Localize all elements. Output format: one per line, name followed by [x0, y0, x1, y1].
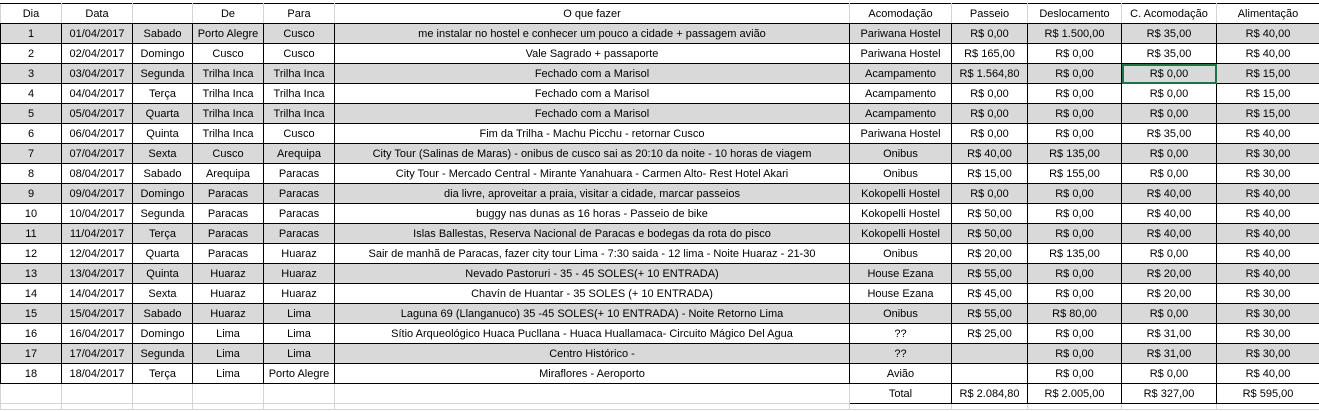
- cell-c-acomodacao[interactable]: R$ 35,00: [1122, 124, 1217, 144]
- cell-weekday[interactable]: Segunda: [133, 64, 193, 84]
- cell-dia[interactable]: 4: [1, 84, 62, 104]
- cell-fazer[interactable]: buggy nas dunas as 16 horas - Passeio de bike: [335, 204, 850, 224]
- cell-data[interactable]: 07/04/2017: [62, 144, 133, 164]
- table-row: [1, 324, 1319, 344]
- cell-dia[interactable]: 13: [1, 264, 62, 284]
- cell-weekday[interactable]: Quarta: [133, 244, 193, 264]
- cell-weekday[interactable]: Terça: [133, 364, 193, 384]
- cell-c-acomodacao[interactable]: R$ 0,00: [1122, 304, 1217, 324]
- cell-data[interactable]: 06/04/2017: [62, 124, 133, 144]
- cell-acomodacao[interactable]: Onibus: [850, 164, 952, 184]
- cell-data[interactable]: 01/04/2017: [62, 24, 133, 44]
- empty-cell[interactable]: [1, 384, 62, 404]
- cell-alimentacao[interactable]: R$ 40,00: [1217, 24, 1319, 44]
- cell-alimentacao[interactable]: R$ 40,00: [1217, 124, 1319, 144]
- cell-alimentacao[interactable]: R$ 40,00: [1217, 184, 1319, 204]
- cell-deslocamento[interactable]: R$ 135,00: [1028, 144, 1122, 164]
- cell-passeio[interactable]: R$ 50,00: [952, 224, 1028, 244]
- cell-passeio[interactable]: R$ 0,00: [952, 104, 1028, 124]
- cell-acomodacao[interactable]: Acampamento: [850, 64, 952, 84]
- cell-passeio[interactable]: R$ 0,00: [952, 184, 1028, 204]
- empty-cell[interactable]: [133, 404, 193, 410]
- cell-fazer[interactable]: dia livre, aproveitar a praia, visitar a cidade, marcar passeios: [335, 184, 850, 204]
- table-row: [1, 304, 1319, 324]
- cell-passeio[interactable]: R$ 40,00: [952, 144, 1028, 164]
- cell-para[interactable]: Cusco: [264, 24, 335, 44]
- total-alimentacao[interactable]: R$ 595,00: [1217, 384, 1319, 404]
- cell-fazer[interactable]: Nevado Pastoruri - 35 - 45 SOLES(+ 10 ENTRADA): [335, 264, 850, 284]
- empty-cell[interactable]: [62, 404, 133, 410]
- cell-fazer[interactable]: Sítio Arqueológico Huaca Pucllana - Huaca Huallamaca- Circuito Mágico Del Agua: [335, 324, 850, 344]
- cell-fazer[interactable]: Centro Histórico -: [335, 344, 850, 364]
- cell-deslocamento[interactable]: R$ 0,00: [1028, 224, 1122, 244]
- cell-weekday[interactable]: Quinta: [133, 124, 193, 144]
- cell-alimentacao[interactable]: R$ 30,00: [1217, 324, 1319, 344]
- cell-c-acomodacao[interactable]: R$ 20,00: [1122, 284, 1217, 304]
- cell-data[interactable]: 16/04/2017: [62, 324, 133, 344]
- cell-data[interactable]: 03/04/2017: [62, 64, 133, 84]
- table-row: [1, 64, 1319, 84]
- cell-data[interactable]: 09/04/2017: [62, 184, 133, 204]
- cell-weekday[interactable]: Terça: [133, 224, 193, 244]
- table-row: [1, 244, 1319, 264]
- cell-de[interactable]: Paracas: [193, 224, 264, 244]
- header-c-acomodacao[interactable]: C. Acomodação: [1122, 4, 1217, 24]
- cell-weekday[interactable]: Domingo: [133, 44, 193, 64]
- cell-para[interactable]: Trilha Inca: [264, 64, 335, 84]
- cell-alimentacao[interactable]: R$ 40,00: [1217, 244, 1319, 264]
- cell-para[interactable]: Trilha Inca: [264, 104, 335, 124]
- table-row: [1, 164, 1319, 184]
- cell-dia[interactable]: 7: [1, 144, 62, 164]
- cell-passeio[interactable]: R$ 15,00: [952, 164, 1028, 184]
- cell-alimentacao[interactable]: R$ 15,00: [1217, 84, 1319, 104]
- cell-acomodacao[interactable]: ??: [850, 344, 952, 364]
- cell-weekday[interactable]: Quarta: [133, 104, 193, 124]
- cell-de[interactable]: Huaraz: [193, 304, 264, 324]
- cell-acomodacao[interactable]: Onibus: [850, 144, 952, 164]
- cell-passeio[interactable]: R$ 0,00: [952, 84, 1028, 104]
- table-row: [1, 184, 1319, 204]
- table-row: [1, 204, 1319, 224]
- cell-de[interactable]: Paracas: [193, 204, 264, 224]
- cell-para[interactable]: Paracas: [264, 204, 335, 224]
- cell-c-acomodacao[interactable]: R$ 0,00: [1122, 84, 1217, 104]
- cell-alimentacao[interactable]: R$ 30,00: [1217, 344, 1319, 364]
- cell-dia[interactable]: 11: [1, 224, 62, 244]
- empty-cell[interactable]: [335, 404, 850, 410]
- cell-de[interactable]: Lima: [193, 324, 264, 344]
- table-row: [1, 344, 1319, 364]
- cell-deslocamento[interactable]: R$ 0,00: [1028, 204, 1122, 224]
- cell-para[interactable]: Porto Alegre: [264, 364, 335, 384]
- cell-data[interactable]: 05/04/2017: [62, 104, 133, 124]
- cell-c-acomodacao[interactable]: R$ 20,00: [1122, 264, 1217, 284]
- cell-para[interactable]: Paracas: [264, 164, 335, 184]
- empty-cell[interactable]: [62, 384, 133, 404]
- cell-fazer[interactable]: Fechado com a Marisol: [335, 84, 850, 104]
- itinerary-table: [0, 3, 1319, 410]
- cell-acomodacao[interactable]: Acampamento: [850, 104, 952, 124]
- cell-passeio[interactable]: R$ 45,00: [952, 284, 1028, 304]
- cell-alimentacao[interactable]: R$ 30,00: [1217, 304, 1319, 324]
- cell-para[interactable]: Lima: [264, 304, 335, 324]
- cell-acomodacao[interactable]: Pariwana Hostel: [850, 44, 952, 64]
- cell-dia[interactable]: 17: [1, 344, 62, 364]
- cell-deslocamento[interactable]: R$ 0,00: [1028, 344, 1122, 364]
- cell-para[interactable]: Huaraz: [264, 244, 335, 264]
- cell-fazer[interactable]: Miraflores - Aeroporto: [335, 364, 850, 384]
- cell-data[interactable]: 10/04/2017: [62, 204, 133, 224]
- cell-para[interactable]: Paracas: [264, 184, 335, 204]
- cell-weekday[interactable]: Sexta: [133, 284, 193, 304]
- empty-cell[interactable]: [1028, 404, 1122, 410]
- cell-de[interactable]: Cusco: [193, 144, 264, 164]
- cell-deslocamento[interactable]: R$ 0,00: [1028, 44, 1122, 64]
- totals-row: [1, 384, 1319, 404]
- header-row: [1, 4, 1319, 24]
- cell-acomodacao[interactable]: Avião: [850, 364, 952, 384]
- cell-deslocamento[interactable]: R$ 0,00: [1028, 364, 1122, 384]
- cell-para[interactable]: Lima: [264, 324, 335, 344]
- cell-para[interactable]: Cusco: [264, 44, 335, 64]
- table-row: [1, 44, 1319, 64]
- header-passeio[interactable]: Passeio: [952, 4, 1028, 24]
- cell-acomodacao[interactable]: Pariwana Hostel: [850, 124, 952, 144]
- cell-dia[interactable]: 15: [1, 304, 62, 324]
- cell-dia[interactable]: 18: [1, 364, 62, 384]
- cell-c-acomodacao[interactable]: R$ 0,00: [1122, 244, 1217, 264]
- cell-deslocamento[interactable]: R$ 0,00: [1028, 84, 1122, 104]
- empty-cell[interactable]: [850, 404, 952, 410]
- cell-dia[interactable]: 10: [1, 204, 62, 224]
- header-acomodacao[interactable]: Acomodação: [850, 4, 952, 24]
- cell-de[interactable]: Paracas: [193, 184, 264, 204]
- cell-c-acomodacao[interactable]: R$ 40,00: [1122, 204, 1217, 224]
- cell-deslocamento[interactable]: R$ 0,00: [1028, 324, 1122, 344]
- empty-cell[interactable]: [1, 404, 62, 410]
- table-row: [1, 144, 1319, 164]
- cell-data[interactable]: 18/04/2017: [62, 364, 133, 384]
- empty-cell[interactable]: [264, 404, 335, 410]
- header-deslocamento[interactable]: Deslocamento: [1028, 4, 1122, 24]
- cell-dia[interactable]: 1: [1, 24, 62, 44]
- cell-dia[interactable]: 8: [1, 164, 62, 184]
- cell-passeio[interactable]: R$ 165,00: [952, 44, 1028, 64]
- cell-fazer[interactable]: Chavín de Huantar - 35 SOLES (+ 10 ENTRADA): [335, 284, 850, 304]
- cell-acomodacao[interactable]: ??: [850, 324, 952, 344]
- cell-para[interactable]: Cusco: [264, 124, 335, 144]
- cell-weekday[interactable]: Sabado: [133, 24, 193, 44]
- cell-data[interactable]: 12/04/2017: [62, 244, 133, 264]
- cell-de[interactable]: Porto Alegre: [193, 24, 264, 44]
- cell-passeio[interactable]: R$ 55,00: [952, 264, 1028, 284]
- header-dia[interactable]: Dia: [1, 4, 62, 24]
- cell-alimentacao[interactable]: R$ 15,00: [1217, 104, 1319, 124]
- table-row: [1, 124, 1319, 144]
- cell-deslocamento[interactable]: R$ 135,00: [1028, 244, 1122, 264]
- cell-de[interactable]: Trilha Inca: [193, 124, 264, 144]
- cell-dia[interactable]: 2: [1, 44, 62, 64]
- cell-dia[interactable]: 16: [1, 324, 62, 344]
- cell-de[interactable]: Huaraz: [193, 264, 264, 284]
- cell-deslocamento[interactable]: R$ 0,00: [1028, 124, 1122, 144]
- cell-alimentacao[interactable]: R$ 40,00: [1217, 264, 1319, 284]
- cell-acomodacao[interactable]: Pariwana Hostel: [850, 24, 952, 44]
- table-row: [1, 224, 1319, 244]
- empty-cell[interactable]: [1122, 404, 1217, 410]
- cell-data[interactable]: 08/04/2017: [62, 164, 133, 184]
- cell-passeio[interactable]: R$ 0,00: [952, 124, 1028, 144]
- cell-fazer[interactable]: Fechado com a Marisol: [335, 104, 850, 124]
- empty-cell[interactable]: [193, 404, 264, 410]
- cell-data[interactable]: 17/04/2017: [62, 344, 133, 364]
- cell-para[interactable]: Trilha Inca: [264, 84, 335, 104]
- cell-c-acomodacao[interactable]: R$ 0,00: [1122, 104, 1217, 124]
- table-row: [1, 104, 1319, 124]
- cell-fazer[interactable]: Sair de manhã de Paracas, fazer city tour Lima - 7:30 saida - 12 lima - Noite Huaraz - 21-30: [335, 244, 850, 264]
- cell-data[interactable]: 14/04/2017: [62, 284, 133, 304]
- cell-weekday[interactable]: Quinta: [133, 264, 193, 284]
- cell-passeio[interactable]: [952, 344, 1028, 364]
- cell-alimentacao[interactable]: R$ 30,00: [1217, 144, 1319, 164]
- cell-deslocamento[interactable]: R$ 1.500,00: [1028, 24, 1122, 44]
- cell-para[interactable]: Lima: [264, 344, 335, 364]
- cell-dia[interactable]: 9: [1, 184, 62, 204]
- cell-para[interactable]: Huaraz: [264, 284, 335, 304]
- cell-weekday[interactable]: Terça: [133, 84, 193, 104]
- cell-deslocamento[interactable]: R$ 0,00: [1028, 64, 1122, 84]
- cell-data[interactable]: 11/04/2017: [62, 224, 133, 244]
- cell-passeio[interactable]: R$ 55,00: [952, 304, 1028, 324]
- cell-acomodacao[interactable]: Acampamento: [850, 84, 952, 104]
- cell-c-acomodacao[interactable]: R$ 40,00: [1122, 224, 1217, 244]
- cell-de[interactable]: Trilha Inca: [193, 64, 264, 84]
- cell-passeio[interactable]: R$ 20,00: [952, 244, 1028, 264]
- header-data[interactable]: Data: [62, 4, 133, 24]
- cell-deslocamento[interactable]: R$ 80,00: [1028, 304, 1122, 324]
- header-de[interactable]: De: [193, 4, 264, 24]
- cell-dia[interactable]: 14: [1, 284, 62, 304]
- cell-fazer[interactable]: City Tour - Mercado Central - Mirante Yanahuara - Carmen Alto- Rest Hotel Akari: [335, 164, 850, 184]
- cell-c-acomodacao[interactable]: R$ 0,00: [1122, 144, 1217, 164]
- cell-weekday[interactable]: Domingo: [133, 184, 193, 204]
- cell-de[interactable]: Cusco: [193, 44, 264, 64]
- cell-dia[interactable]: 3: [1, 64, 62, 84]
- cell-alimentacao[interactable]: R$ 40,00: [1217, 224, 1319, 244]
- table-row: [1, 264, 1319, 284]
- cell-de[interactable]: Trilha Inca: [193, 104, 264, 124]
- cell-de[interactable]: Lima: [193, 364, 264, 384]
- cell-fazer[interactable]: Islas Ballestas, Reserva Nacional de Paracas e bodegas da rota do pisco: [335, 224, 850, 244]
- cell-c-acomodacao[interactable]: R$ 0,00: [1122, 64, 1217, 84]
- cell-weekday[interactable]: Domingo: [133, 324, 193, 344]
- cell-data[interactable]: 02/04/2017: [62, 44, 133, 64]
- cell-passeio[interactable]: R$ 0,00: [952, 24, 1028, 44]
- cell-alimentacao[interactable]: R$ 40,00: [1217, 364, 1319, 384]
- cell-acomodacao[interactable]: House Ezana: [850, 264, 952, 284]
- cell-acomodacao[interactable]: Kokopelli Hostel: [850, 224, 952, 244]
- cell-acomodacao[interactable]: Onibus: [850, 304, 952, 324]
- cell-fazer[interactable]: me instalar no hostel e conhecer um pouco a cidade + passagem avião: [335, 24, 850, 44]
- cell-c-acomodacao[interactable]: R$ 31,00: [1122, 324, 1217, 344]
- cell-passeio[interactable]: R$ 50,00: [952, 204, 1028, 224]
- cell-passeio[interactable]: R$ 1.564,80: [952, 64, 1028, 84]
- cell-fazer[interactable]: City Tour (Salinas de Maras) - onibus de cusco sai as 20:10 da noite - 10 horas de viagem: [335, 144, 850, 164]
- table-row: [1, 24, 1319, 44]
- cell-weekday[interactable]: Sexta: [133, 144, 193, 164]
- cell-c-acomodacao[interactable]: R$ 0,00: [1122, 164, 1217, 184]
- cell-acomodacao[interactable]: Kokopelli Hostel: [850, 184, 952, 204]
- cell-de[interactable]: Huaraz: [193, 284, 264, 304]
- cell-para[interactable]: Arequipa: [264, 144, 335, 164]
- cell-data[interactable]: 13/04/2017: [62, 264, 133, 284]
- cell-de[interactable]: Arequipa: [193, 164, 264, 184]
- cell-alimentacao[interactable]: R$ 30,00: [1217, 164, 1319, 184]
- cell-de[interactable]: Lima: [193, 344, 264, 364]
- cell-para[interactable]: Paracas: [264, 224, 335, 244]
- cell-deslocamento[interactable]: R$ 0,00: [1028, 284, 1122, 304]
- table-body: [1, 4, 1319, 410]
- cell-weekday[interactable]: Segunda: [133, 344, 193, 364]
- cell-weekday[interactable]: Segunda: [133, 204, 193, 224]
- empty-cell[interactable]: [335, 384, 850, 404]
- cell-dia[interactable]: 6: [1, 124, 62, 144]
- empty-cell[interactable]: [133, 384, 193, 404]
- cell-weekday[interactable]: Sabado: [133, 304, 193, 324]
- header-weekday[interactable]: [133, 4, 193, 24]
- total-deslocamento[interactable]: R$ 2.005,00: [1028, 384, 1122, 404]
- cell-c-acomodacao[interactable]: R$ 40,00: [1122, 184, 1217, 204]
- cell-acomodacao[interactable]: Kokopelli Hostel: [850, 204, 952, 224]
- cell-c-acomodacao[interactable]: R$ 31,00: [1122, 344, 1217, 364]
- cell-deslocamento[interactable]: R$ 0,00: [1028, 184, 1122, 204]
- cell-acomodacao[interactable]: Onibus: [850, 244, 952, 264]
- table-row: [1, 364, 1319, 384]
- cell-fazer[interactable]: Laguna 69 (Llanganuco) 35 -45 SOLES(+ 10 ENTRADA) - Noite Retorno Lima: [335, 304, 850, 324]
- cell-de[interactable]: Paracas: [193, 244, 264, 264]
- total-label[interactable]: Total: [850, 384, 952, 404]
- cell-alimentacao[interactable]: R$ 15,00: [1217, 64, 1319, 84]
- cell-deslocamento[interactable]: R$ 0,00: [1028, 104, 1122, 124]
- cell-weekday[interactable]: Sabado: [133, 164, 193, 184]
- cell-acomodacao[interactable]: House Ezana: [850, 284, 952, 304]
- table-row: [1, 284, 1319, 304]
- cell-dia[interactable]: 5: [1, 104, 62, 124]
- cell-alimentacao[interactable]: R$ 30,00: [1217, 284, 1319, 304]
- cell-alimentacao[interactable]: R$ 40,00: [1217, 204, 1319, 224]
- total-passeio[interactable]: R$ 2.084,80: [952, 384, 1028, 404]
- cell-c-acomodacao[interactable]: R$ 35,00: [1122, 44, 1217, 64]
- cell-passeio[interactable]: [952, 364, 1028, 384]
- cell-deslocamento[interactable]: R$ 155,00: [1028, 164, 1122, 184]
- empty-cell[interactable]: [1217, 404, 1319, 410]
- cell-c-acomodacao[interactable]: R$ 35,00: [1122, 24, 1217, 44]
- cell-fazer[interactable]: Vale Sagrado + passaporte: [335, 44, 850, 64]
- cell-deslocamento[interactable]: R$ 0,00: [1028, 264, 1122, 284]
- header-fazer[interactable]: O que fazer: [335, 4, 850, 24]
- cell-fazer[interactable]: Fechado com a Marisol: [335, 64, 850, 84]
- cell-para[interactable]: Huaraz: [264, 264, 335, 284]
- header-alimentacao[interactable]: Alimentação: [1217, 4, 1319, 24]
- cell-de[interactable]: Trilha Inca: [193, 84, 264, 104]
- empty-cell[interactable]: [952, 404, 1028, 410]
- empty-cell[interactable]: [193, 384, 264, 404]
- cell-alimentacao[interactable]: R$ 40,00: [1217, 44, 1319, 64]
- empty-cell[interactable]: [264, 384, 335, 404]
- empty-row: [1, 404, 1319, 410]
- cell-passeio[interactable]: R$ 25,00: [952, 324, 1028, 344]
- table-row: [1, 84, 1319, 104]
- cell-c-acomodacao[interactable]: R$ 0,00: [1122, 364, 1217, 384]
- cell-data[interactable]: 04/04/2017: [62, 84, 133, 104]
- header-para[interactable]: Para: [264, 4, 335, 24]
- cell-dia[interactable]: 12: [1, 244, 62, 264]
- cell-fazer[interactable]: Fim da Trilha - Machu Picchu - retornar Cusco: [335, 124, 850, 144]
- total-c-acomodacao[interactable]: R$ 327,00: [1122, 384, 1217, 404]
- cell-data[interactable]: 15/04/2017: [62, 304, 133, 324]
